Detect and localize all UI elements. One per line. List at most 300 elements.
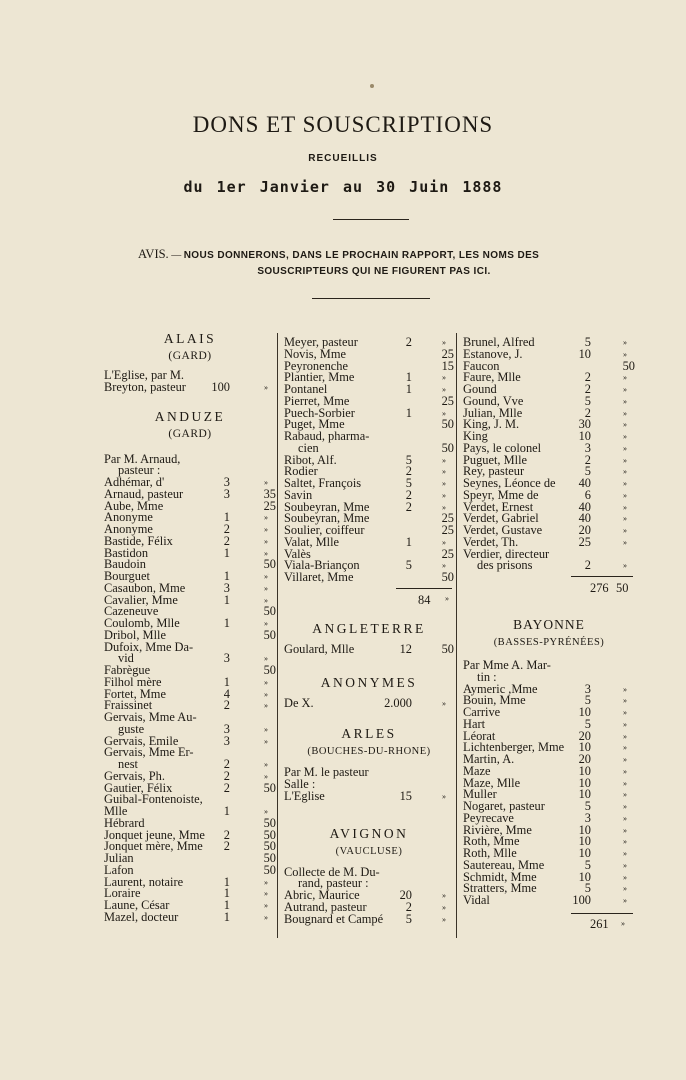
amount-centimes: » bbox=[264, 912, 268, 922]
amount-centimes: » bbox=[264, 877, 268, 887]
amount-francs: 40 bbox=[578, 499, 591, 514]
amount-francs: 10 bbox=[578, 705, 591, 719]
amount-centimes: » bbox=[623, 743, 627, 753]
amount-centimes: » bbox=[264, 901, 268, 910]
amount-centimes: » bbox=[442, 373, 446, 383]
donor-name: Seynes, Léonce de bbox=[463, 476, 556, 490]
city-bayonne: BAYONNE bbox=[513, 617, 585, 632]
amount-centimes: » bbox=[623, 719, 627, 729]
donor-name: Faucon bbox=[463, 358, 500, 373]
amount-francs: 1 bbox=[223, 592, 230, 607]
donor-name: Peyrecave bbox=[463, 810, 514, 825]
amount-centimes: 50 bbox=[441, 570, 454, 584]
amount-francs: 1 bbox=[223, 874, 230, 889]
avis-head: AVIS. bbox=[138, 247, 169, 261]
amount-centimes: » bbox=[623, 479, 627, 488]
donor-name: Vidal bbox=[463, 893, 490, 907]
amount-centimes: » bbox=[442, 891, 446, 900]
donor-name: Abric, Maurice bbox=[284, 888, 360, 902]
amount-centimes: 50 bbox=[263, 827, 276, 842]
donor-name: Bastide, Félix bbox=[104, 533, 173, 548]
amount-centimes: » bbox=[442, 385, 446, 394]
donor-name: Par M. Arnaud, bbox=[104, 451, 181, 466]
amount-centimes: » bbox=[623, 537, 627, 547]
amount-centimes: » bbox=[442, 698, 446, 708]
list-arles bbox=[284, 767, 454, 802]
donor-name: Saltet, François bbox=[284, 476, 362, 490]
donor-name: Schmidt, Mme bbox=[463, 869, 537, 884]
donor-name: Puget, Mme bbox=[284, 417, 345, 432]
column-divider-2 bbox=[456, 333, 457, 938]
amount-francs: 3 bbox=[223, 721, 230, 736]
amount-centimes: » bbox=[623, 790, 627, 800]
page-subtitle: RECUEILLIS bbox=[308, 153, 378, 164]
column-2 bbox=[284, 337, 454, 925]
donor-name: Savin bbox=[284, 487, 313, 502]
donor-row bbox=[463, 707, 635, 719]
amount-centimes: 50 bbox=[263, 780, 276, 795]
amount-centimes: » bbox=[623, 849, 627, 858]
amount-centimes: » bbox=[623, 778, 627, 788]
amount-francs: 3 bbox=[584, 681, 591, 696]
donor-name: Goulard, Mlle bbox=[284, 641, 355, 656]
donor-name: des prisons bbox=[477, 558, 533, 573]
amount-francs: 3 bbox=[584, 440, 591, 455]
amount-centimes: » bbox=[442, 502, 446, 512]
amount-centimes: 25 bbox=[441, 346, 454, 361]
amount-francs: 20 bbox=[578, 728, 591, 743]
donor-name: Bourguet bbox=[104, 569, 150, 583]
amount-francs: 5 bbox=[584, 464, 591, 479]
amount-francs: 5 bbox=[405, 558, 412, 573]
amount-francs: 1 bbox=[223, 616, 230, 630]
amount-francs: 1 bbox=[223, 909, 230, 924]
amount-centimes: 50 bbox=[441, 641, 454, 656]
donor-name: Aymeric ,Mme bbox=[463, 681, 538, 696]
donor-name: King bbox=[463, 429, 488, 443]
amount-centimes: » bbox=[264, 701, 268, 711]
donor-name: Gound, Vve bbox=[463, 393, 524, 408]
subtotal-rule-2 bbox=[571, 576, 633, 577]
subtotal-amount-2: 276 bbox=[590, 581, 609, 595]
amount-centimes: » bbox=[442, 490, 446, 500]
donor-name: Verdet, Ernest bbox=[463, 499, 534, 514]
donor-name: Adhémar, d' bbox=[104, 475, 165, 489]
amount-centimes: 25 bbox=[263, 498, 276, 513]
donor-name: Soubeyran, Mme bbox=[284, 511, 370, 526]
amount-centimes: » bbox=[623, 731, 627, 741]
column-3 bbox=[463, 337, 635, 929]
list-anduze-cont-2 bbox=[463, 337, 635, 572]
donor-name: Bouin, Mme bbox=[463, 693, 526, 708]
amount-francs: 10 bbox=[578, 834, 591, 849]
amount-centimes: » bbox=[623, 467, 627, 477]
amount-centimes: 25 bbox=[441, 511, 454, 526]
avis-rule bbox=[312, 298, 430, 299]
amount-francs: 3 bbox=[223, 733, 230, 748]
donor-name: Julian bbox=[104, 851, 134, 865]
amount-francs: 3 bbox=[223, 580, 230, 595]
avis-line-1: NOUS DONNERONS, DANS LE PROCHAIN RAPPORT, LES NOMS DES bbox=[183, 250, 540, 261]
donor-name: Par M. le pasteur bbox=[284, 765, 369, 780]
donor-name: Par Mme A. Mar- bbox=[463, 658, 551, 672]
amount-francs: 40 bbox=[578, 476, 591, 490]
donor-row bbox=[463, 419, 635, 431]
amount-francs: 3 bbox=[223, 486, 230, 501]
donor-name: Verdet, Gabriel bbox=[463, 511, 539, 526]
donor-name: Aube, Mme bbox=[104, 498, 164, 513]
donor-name: Gervais, Mme Er- bbox=[104, 745, 194, 760]
amount-centimes: » bbox=[264, 478, 268, 487]
donor-name: Valat, Mlle bbox=[284, 534, 340, 549]
amount-francs: 5 bbox=[584, 693, 591, 708]
donor-name: Jonquet jeune, Mme bbox=[104, 827, 205, 842]
donor-name: Fortet, Mme bbox=[104, 686, 166, 701]
amount-centimes: » bbox=[623, 490, 627, 500]
donor-name: Fabrègue bbox=[104, 663, 151, 677]
donor-name: Lichtenberger, Mme bbox=[463, 740, 565, 755]
donor-name: De X. bbox=[284, 695, 314, 710]
avis-notice bbox=[138, 246, 600, 280]
donor-name: Puguet, Mlle bbox=[463, 452, 528, 467]
donor-name: Baudoin bbox=[104, 557, 146, 572]
donor-name: Hart bbox=[463, 716, 486, 731]
donor-name: Maze, Mlle bbox=[463, 775, 521, 790]
donor-name: L'Eglise, par M. bbox=[104, 368, 185, 382]
amount-francs: 5 bbox=[405, 476, 412, 490]
amount-francs: 2 bbox=[584, 405, 591, 420]
donor-name: Salle : bbox=[284, 777, 316, 791]
amount-francs: 20 bbox=[578, 523, 591, 537]
donor-row bbox=[284, 695, 454, 710]
donor-name: Mlle bbox=[104, 804, 128, 818]
amount-francs: 15 bbox=[399, 788, 412, 803]
donor-name: Rabaud, pharma- bbox=[284, 429, 370, 443]
amount-centimes: » bbox=[623, 420, 627, 430]
amount-francs: 10 bbox=[578, 787, 591, 802]
region-bouches-du-rhone: (BOUCHES-DU-RHONE) bbox=[307, 746, 431, 758]
amount-francs: 5 bbox=[584, 393, 591, 408]
subtotal-rule bbox=[396, 588, 452, 589]
donor-name: Autrand, pasteur bbox=[284, 899, 367, 914]
donor-row bbox=[104, 909, 276, 924]
amount-francs: 2 bbox=[223, 698, 230, 713]
donor-name: Fraissinet bbox=[104, 698, 153, 713]
donor-row bbox=[463, 560, 635, 572]
amount-francs: 3 bbox=[584, 810, 591, 825]
amount-francs: 40 bbox=[578, 511, 591, 526]
amount-centimes: » bbox=[264, 736, 268, 746]
city-anonymes: ANONYMES bbox=[320, 674, 418, 690]
donor-name: Cazeneuve bbox=[104, 604, 159, 619]
amount-centimes: » bbox=[264, 536, 268, 546]
donor-name: Filhol mère bbox=[104, 674, 162, 689]
region-basses-pyrenees: (BASSES-PYRÉNÉES) bbox=[493, 637, 605, 648]
list-alais bbox=[104, 370, 276, 394]
list-anonymes bbox=[284, 695, 454, 710]
amount-francs: 1 bbox=[223, 898, 230, 912]
amount-francs: 2.000 bbox=[384, 695, 412, 710]
amount-francs: 2 bbox=[584, 382, 591, 396]
list-bayonne bbox=[463, 660, 635, 907]
amount-centimes: » bbox=[264, 677, 268, 687]
amount-francs: 5 bbox=[405, 911, 412, 926]
donor-name: Mazel, docteur bbox=[104, 909, 179, 924]
total-rule-bayonne bbox=[571, 913, 633, 914]
amount-francs: 2 bbox=[223, 839, 230, 854]
amount-centimes: » bbox=[623, 837, 627, 847]
amount-francs: 10 bbox=[578, 869, 591, 884]
donor-name: Anonyme bbox=[104, 522, 153, 536]
amount-francs: 6 bbox=[584, 487, 591, 502]
donor-row bbox=[104, 794, 276, 806]
donor-name: Coulomb, Mlle bbox=[104, 616, 180, 630]
donor-name: vid bbox=[118, 651, 134, 666]
amount-centimes: 50 bbox=[263, 815, 276, 830]
amount-centimes: » bbox=[442, 455, 446, 465]
amount-francs: 12 bbox=[399, 641, 412, 656]
amount-centimes: » bbox=[264, 689, 268, 699]
donor-name: Laurent, notaire bbox=[104, 874, 184, 889]
donor-name: Verdier, directeur bbox=[463, 546, 550, 561]
amount-centimes: 50 bbox=[263, 604, 276, 619]
amount-francs: 10 bbox=[578, 822, 591, 837]
donor-row bbox=[104, 379, 276, 394]
amount-centimes: » bbox=[442, 479, 446, 488]
donor-name: Roth, Mlle bbox=[463, 846, 517, 860]
donor-name: Verdet, Gustave bbox=[463, 523, 543, 537]
donor-name: Gervais, Emile bbox=[104, 733, 179, 748]
donor-name: L'Eglise bbox=[284, 788, 325, 803]
region-gard: (GARD) bbox=[168, 350, 212, 362]
donor-name: Speyr, Mme de bbox=[463, 487, 539, 502]
amount-centimes: » bbox=[623, 813, 627, 823]
total-cents-bayonne: » bbox=[621, 918, 625, 928]
donor-row bbox=[463, 895, 635, 907]
amount-francs: 2 bbox=[223, 522, 230, 536]
amount-centimes: » bbox=[623, 766, 627, 776]
amount-centimes: » bbox=[264, 525, 268, 534]
amount-centimes: » bbox=[264, 771, 268, 781]
amount-centimes: 50 bbox=[441, 440, 454, 455]
page-title: DONS ET SOUSCRIPTIONS bbox=[192, 112, 494, 137]
donor-name: Gervais, Mme Au- bbox=[104, 710, 197, 724]
subtotal-amount: 84 bbox=[418, 592, 431, 607]
amount-francs: 5 bbox=[584, 857, 591, 872]
amount-francs: 10 bbox=[578, 740, 591, 755]
amount-francs: 2 bbox=[223, 768, 230, 783]
amount-centimes: » bbox=[623, 755, 627, 764]
amount-francs: 1 bbox=[223, 545, 230, 560]
amount-francs: 2 bbox=[223, 757, 230, 771]
donor-name: Breyton, pasteur bbox=[104, 379, 186, 394]
donor-name: Novis, Mme bbox=[284, 346, 346, 361]
donor-row bbox=[284, 572, 454, 584]
amount-centimes: » bbox=[623, 373, 627, 383]
date-range: du 1er Janvier au 30 Juin 1888 bbox=[183, 178, 503, 196]
amount-francs: 1 bbox=[405, 382, 412, 396]
donor-name: Gervais, Ph. bbox=[104, 768, 165, 783]
donor-name: Laune, César bbox=[104, 898, 170, 912]
amount-francs: 10 bbox=[578, 775, 591, 790]
donor-name: Gound bbox=[463, 382, 497, 396]
list-avignon bbox=[284, 864, 454, 926]
donor-name: nest bbox=[118, 757, 138, 771]
subtotal-cents: » bbox=[445, 593, 449, 603]
avis-dash: — bbox=[171, 250, 182, 261]
column-divider-1 bbox=[277, 333, 278, 938]
amount-centimes: » bbox=[623, 860, 627, 870]
city-avignon: AVIGNON bbox=[329, 825, 409, 841]
donor-name: Nogaret, pasteur bbox=[463, 799, 545, 813]
donor-name: Casaubon, Mme bbox=[104, 580, 186, 595]
amount-centimes: 50 bbox=[263, 557, 276, 572]
amount-centimes: » bbox=[623, 396, 627, 406]
amount-centimes: » bbox=[623, 696, 627, 706]
donor-name: cien bbox=[298, 440, 319, 455]
donor-name: Rivière, Mme bbox=[463, 822, 532, 837]
donor-name: rand, pasteur : bbox=[298, 876, 369, 891]
city-alais: ALAIS bbox=[163, 331, 217, 346]
donor-name: Pontanel bbox=[284, 382, 328, 396]
amount-centimes: 15 bbox=[441, 358, 454, 373]
amount-centimes: » bbox=[623, 802, 627, 811]
donor-name: King, J. M. bbox=[463, 417, 520, 432]
amount-centimes: » bbox=[442, 914, 446, 924]
amount-centimes: » bbox=[623, 455, 627, 465]
amount-francs: 2 bbox=[405, 899, 412, 914]
amount-francs: 2 bbox=[405, 335, 412, 349]
amount-francs: 20 bbox=[578, 752, 591, 766]
list-anduze bbox=[104, 451, 276, 924]
amount-francs: 1 bbox=[405, 534, 412, 549]
amount-centimes: 25 bbox=[441, 523, 454, 537]
donor-row bbox=[284, 911, 454, 926]
donor-name: Rey, pasteur bbox=[463, 464, 525, 479]
column-1 bbox=[104, 330, 276, 924]
amount-francs: 1 bbox=[405, 405, 412, 420]
amount-centimes: » bbox=[442, 338, 446, 347]
amount-centimes: » bbox=[264, 513, 268, 523]
donor-name: Valès bbox=[284, 546, 311, 561]
donor-name: Rodier bbox=[284, 464, 318, 479]
donor-name: Collecte de M. Du- bbox=[284, 864, 380, 879]
donor-name: Viala-Briançon bbox=[284, 558, 360, 573]
list-anduze-cont bbox=[284, 337, 454, 584]
amount-francs: 100 bbox=[572, 893, 591, 907]
amount-centimes: 35 bbox=[263, 486, 276, 501]
amount-centimes: » bbox=[623, 408, 627, 418]
amount-centimes: » bbox=[264, 619, 268, 628]
donor-name: Jonquet mère, Mme bbox=[104, 839, 203, 854]
amount-centimes: » bbox=[623, 872, 627, 882]
amount-francs: 4 bbox=[223, 686, 230, 701]
amount-centimes: » bbox=[264, 595, 268, 605]
amount-centimes: » bbox=[442, 902, 446, 912]
amount-centimes: » bbox=[264, 583, 268, 593]
amount-francs: 3 bbox=[223, 475, 230, 489]
amount-centimes: » bbox=[623, 432, 627, 441]
donor-name: Verdet, Th. bbox=[463, 534, 519, 549]
amount-centimes: » bbox=[442, 561, 446, 571]
amount-centimes: » bbox=[623, 884, 627, 894]
list-angleterre bbox=[284, 641, 454, 656]
amount-francs: 5 bbox=[584, 716, 591, 731]
donor-name: Plantier, Mme bbox=[284, 370, 355, 385]
city-anduze: ANDUZE bbox=[154, 408, 226, 424]
amount-francs: 1 bbox=[223, 886, 230, 901]
amount-centimes: 50 bbox=[263, 862, 276, 877]
amount-centimes: » bbox=[442, 537, 446, 547]
amount-francs: 5 bbox=[584, 335, 591, 349]
amount-centimes: » bbox=[623, 684, 627, 694]
total-amount-bayonne: 261 bbox=[590, 916, 609, 931]
donor-name: Faure, Mlle bbox=[463, 370, 521, 385]
donor-name: Peyronenche bbox=[284, 358, 348, 373]
amount-centimes: » bbox=[623, 825, 627, 835]
amount-francs: 2 bbox=[405, 464, 412, 479]
donor-name: Pierret, Mme bbox=[284, 393, 350, 408]
region-vaucluse: (VAUCLUSE) bbox=[335, 845, 403, 857]
amount-francs: 2 bbox=[223, 533, 230, 548]
donor-name: Roth, Mme bbox=[463, 834, 520, 849]
donor-name: Dribol, Mlle bbox=[104, 627, 166, 642]
donor-name: Puech-Sorbier bbox=[284, 405, 355, 420]
amount-centimes: » bbox=[623, 502, 627, 512]
title-rule bbox=[333, 219, 409, 220]
amount-centimes: » bbox=[264, 548, 268, 558]
donor-name: pasteur : bbox=[118, 463, 161, 478]
amount-francs: 2 bbox=[405, 499, 412, 514]
donor-row bbox=[284, 641, 454, 656]
donor-name: Loraire bbox=[104, 886, 141, 901]
donor-name: Estanove, J. bbox=[463, 346, 523, 361]
amount-francs: 3 bbox=[223, 651, 230, 666]
donor-name: Pays, le colonel bbox=[463, 440, 542, 455]
amount-centimes: 50 bbox=[263, 663, 276, 677]
amount-centimes: » bbox=[264, 760, 268, 769]
amount-centimes: » bbox=[623, 349, 627, 359]
amount-francs: 5 bbox=[584, 881, 591, 896]
amount-francs: 2 bbox=[223, 827, 230, 842]
donor-row bbox=[284, 788, 454, 803]
donor-name: Soulier, coiffeur bbox=[284, 523, 365, 537]
amount-centimes: » bbox=[623, 708, 627, 717]
amount-francs: 1 bbox=[223, 569, 230, 583]
amount-centimes: » bbox=[442, 408, 446, 418]
amount-centimes: » bbox=[623, 561, 627, 571]
amount-centimes: 50 bbox=[263, 851, 276, 865]
donor-name: Muller bbox=[463, 787, 497, 802]
amount-francs: 10 bbox=[578, 429, 591, 443]
amount-centimes: 50 bbox=[441, 417, 454, 432]
amount-francs: 10 bbox=[578, 763, 591, 778]
amount-francs: 10 bbox=[578, 346, 591, 361]
amount-centimes: » bbox=[623, 514, 627, 524]
city-angleterre: ANGLETERRE bbox=[312, 620, 426, 636]
amount-centimes: » bbox=[623, 385, 627, 394]
amount-centimes: 25 bbox=[441, 393, 454, 408]
amount-francs: 1 bbox=[223, 510, 230, 525]
donor-name: Villaret, Mme bbox=[284, 570, 354, 584]
amount-centimes: » bbox=[623, 443, 627, 453]
donor-name: Carrive bbox=[463, 705, 501, 719]
donor-name: Hébrard bbox=[104, 815, 145, 830]
amount-francs: 25 bbox=[578, 534, 591, 549]
ink-speck bbox=[370, 84, 374, 88]
amount-centimes: » bbox=[623, 896, 627, 905]
amount-centimes: » bbox=[264, 654, 268, 664]
